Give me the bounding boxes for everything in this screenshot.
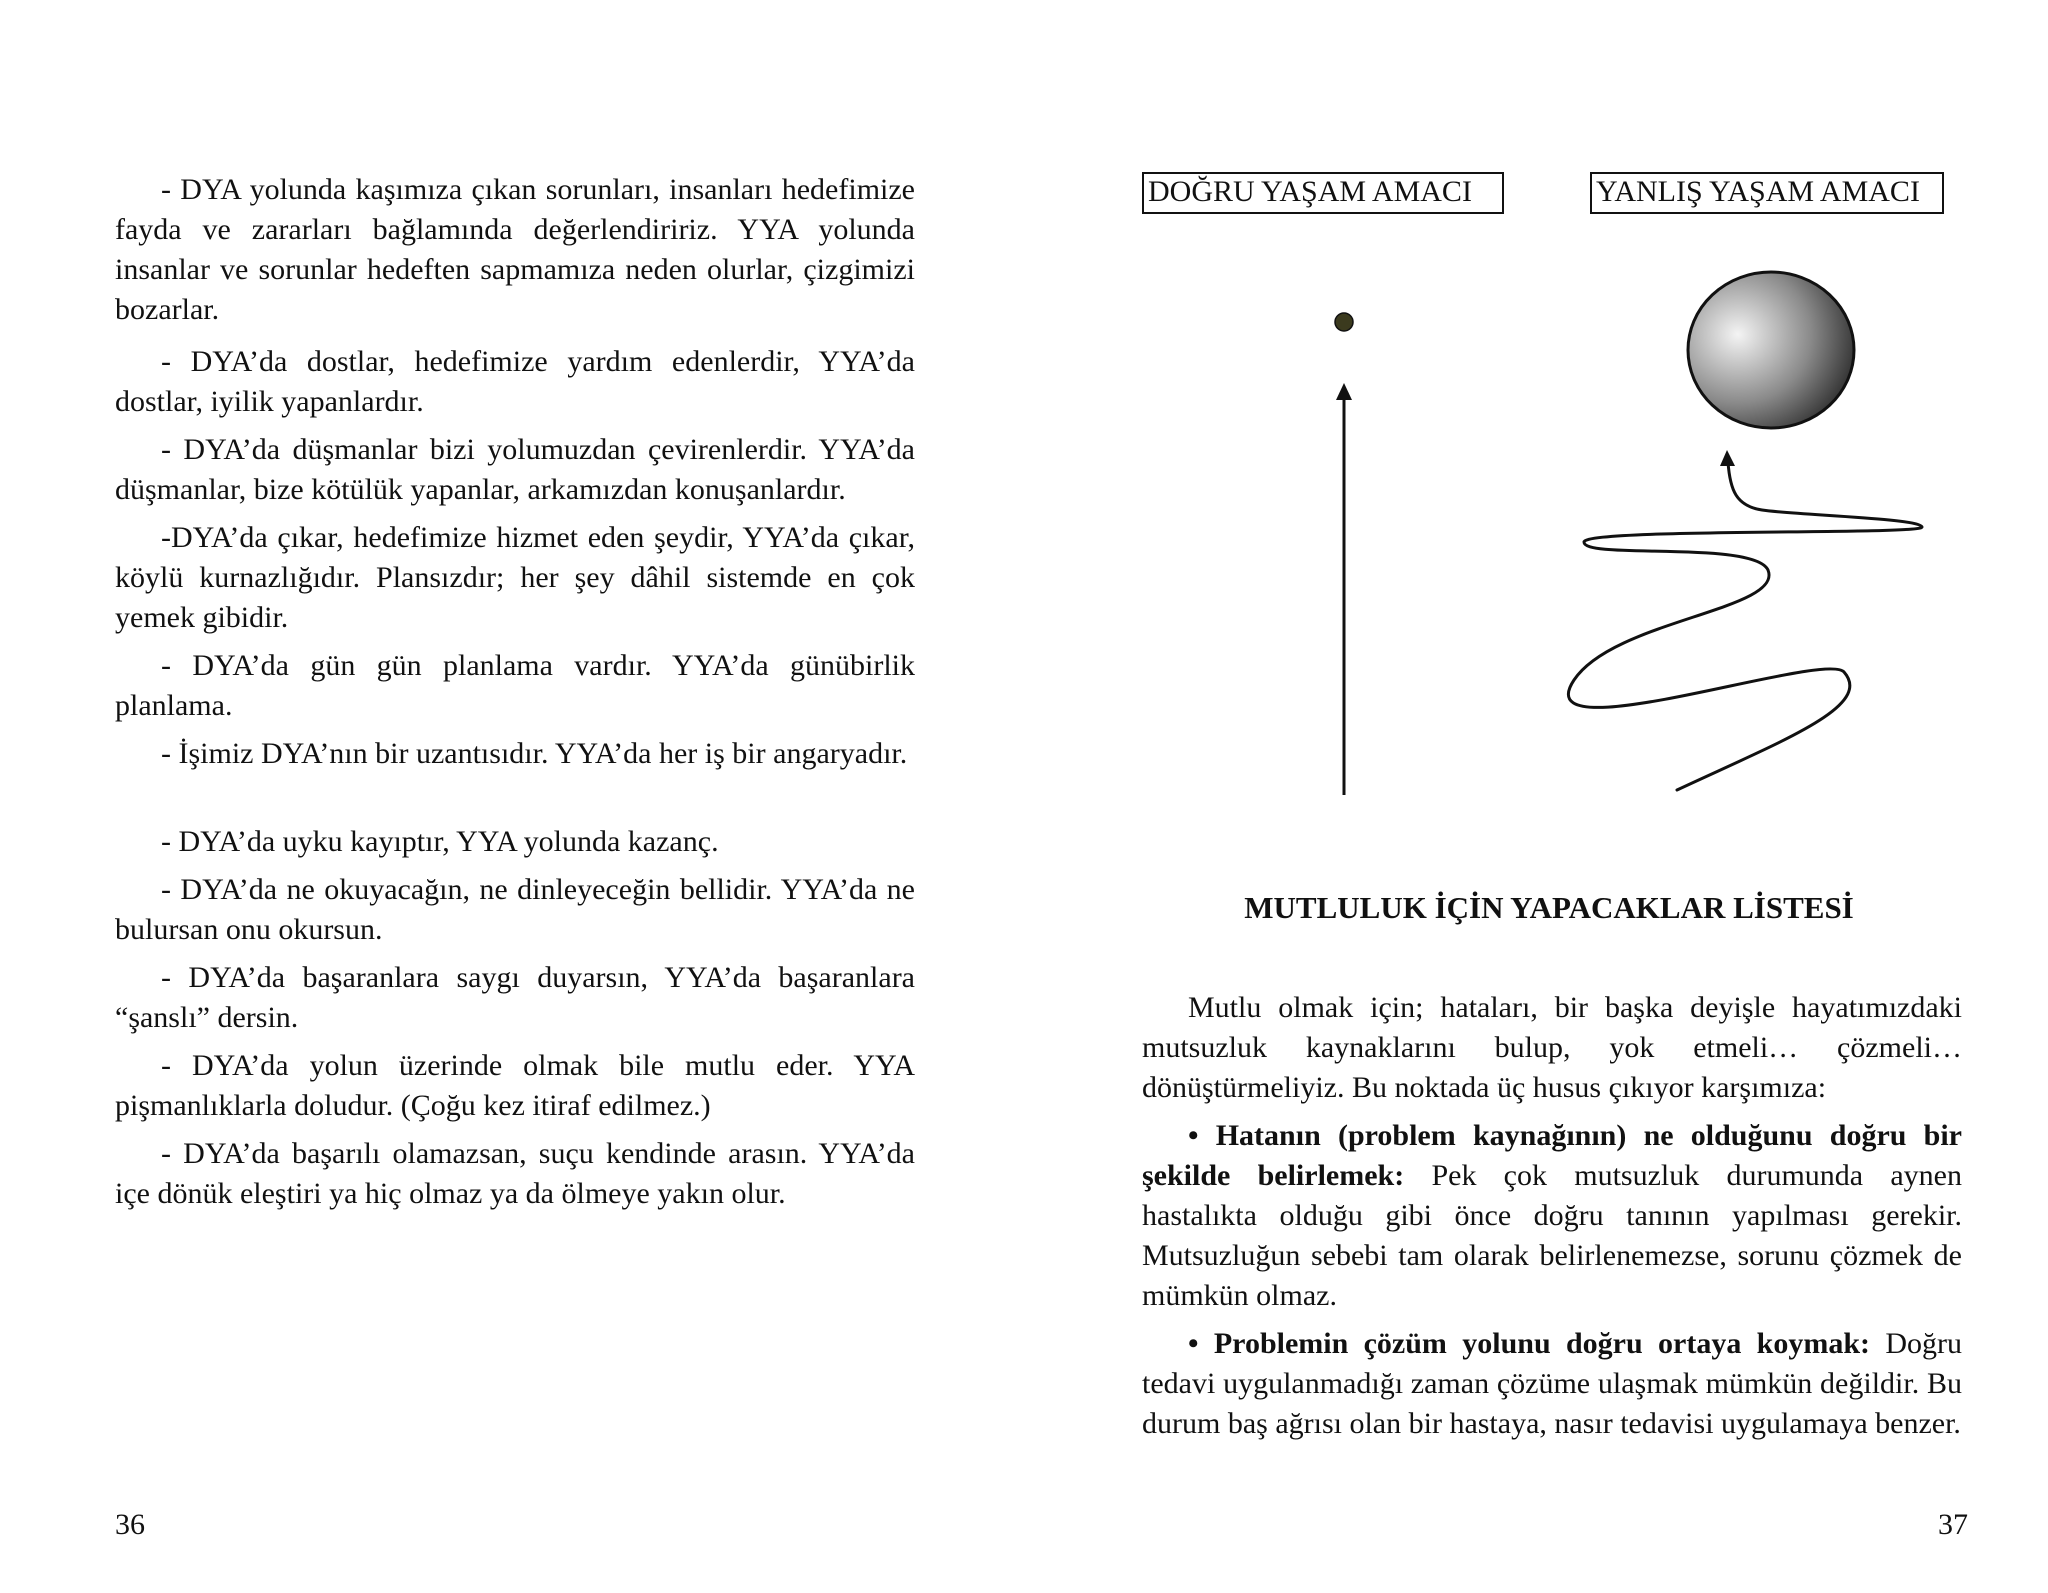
paragraph: - DYA’da gün gün planlama vardır. YYA’da günübirlik planlama. xyxy=(115,649,915,722)
paragraph: - DYA yolunda kaşımıza çıkan sorunları, insanları hedefimize fayda ve zararları bağlamında değerlendiririz. YYA yolunda insanlar ve sorunlar hedeften sapmamıza neden olurlar, çizgimizi bozarlar. xyxy=(115,173,915,326)
paragraph: - DYA’da düşmanlar bizi yolumuzdan çevirenlerdir. YYA’da düşmanlar, bize kötülük yapanlar, arkamızdan konuşanlardır. xyxy=(115,433,915,506)
bullet-body-text: Pek çok mutsuzluk durumunda aynen hastalıkta olduğu gibi önce doğru tanının yapılması gerekir. Mutsuzluğun sebebi tam olarak belirlenemezse, sorunu çözmek de mümkün olmaz. xyxy=(1142,1159,1962,1312)
page-number: 37 xyxy=(1938,1508,1968,1541)
winding-path-line xyxy=(1568,462,1922,790)
bullet-bold-lead: • Hatanın (problem kaynağının) ne olduğunu doğru bir şekilde belirlemek: xyxy=(1142,1119,1962,1192)
paragraph: - İşimiz DYA’nın bir uzantısıdır. YYA’da her iş bir angaryadır. xyxy=(161,737,908,770)
section-heading: MUTLULUK İÇİN YAPACAKLAR LİSTESİ xyxy=(1244,890,1854,925)
paragraph: -DYA’da çıkar, hedefimize hizmet eden şeydir, YYA’da çıkar, köylü kurnazlığıdır. Plansızdır; her şey dâhil sistemde en çok yemek gibidir. xyxy=(115,521,915,634)
straight-arrow-head-icon xyxy=(1336,383,1352,400)
life-goal-diagram xyxy=(1024,0,2048,840)
paragraph: - DYA’da yolun üzerinde olmak bile mutlu eder. YYA pişmanlıklarla doludur. (Çoğu kez itiraf edilmez.) xyxy=(115,1049,915,1122)
paragraph: - DYA’da ne okuyacağın, ne dinleyeceğin bellidir. YYA’da ne bulursan onu okursun. xyxy=(115,873,915,946)
wrong-life-goal-label: YANLIŞ YAŞAM AMACI xyxy=(1590,172,1944,214)
winding-arrow-head-icon xyxy=(1720,450,1735,466)
page-number: 36 xyxy=(115,1508,145,1541)
paragraph: - DYA’da başarılı olamazsan, suçu kendinde arasın. YYA’da içe dönük eleştiri ya hiç olmaz ya da ölmeye yakın olur. xyxy=(115,1137,915,1210)
bullet-bold-lead: • Problemin çözüm yolunu doğru ortaya koymak: xyxy=(1188,1327,1871,1360)
paragraph: - DYA’da başaranlara saygı duyarsın, YYA’da başaranlara “şanslı” dersin. xyxy=(115,961,915,1034)
intro-paragraph: Mutlu olmak için; hataları, bir başka deyişle hayatımızdaki mutsuzluk kaynaklarını bulup, yok etmeli… çözmeli… dönüştürmeliyiz. Bu noktada üç husus çıkıyor karşımıza: xyxy=(1142,991,1962,1104)
wrong-goal-sphere xyxy=(1688,272,1854,428)
paragraph: - DYA’da dostlar, hedefimize yardım edenlerdir, YYA’da dostlar, iyilik yapanlardır. xyxy=(115,345,915,418)
paragraph: - DYA’da uyku kayıptır, YYA yolunda kazanç. xyxy=(161,825,719,858)
bullet-body-text: Doğru tedavi uygulanmadığı zaman çözüme ulaşmak mümkün değildir. Bu durum baş ağrısı olan bir hastaya, nasır tedavisi uygulamaya benzer. xyxy=(1142,1327,1963,1440)
bullet-paragraph xyxy=(1142,1116,1962,1316)
bullet-paragraph xyxy=(1142,1324,1962,1444)
right-page xyxy=(1024,0,2048,1593)
correct-goal-dot xyxy=(1335,313,1353,331)
correct-life-goal-label: DOĞRU YAŞAM AMACI xyxy=(1142,172,1504,214)
